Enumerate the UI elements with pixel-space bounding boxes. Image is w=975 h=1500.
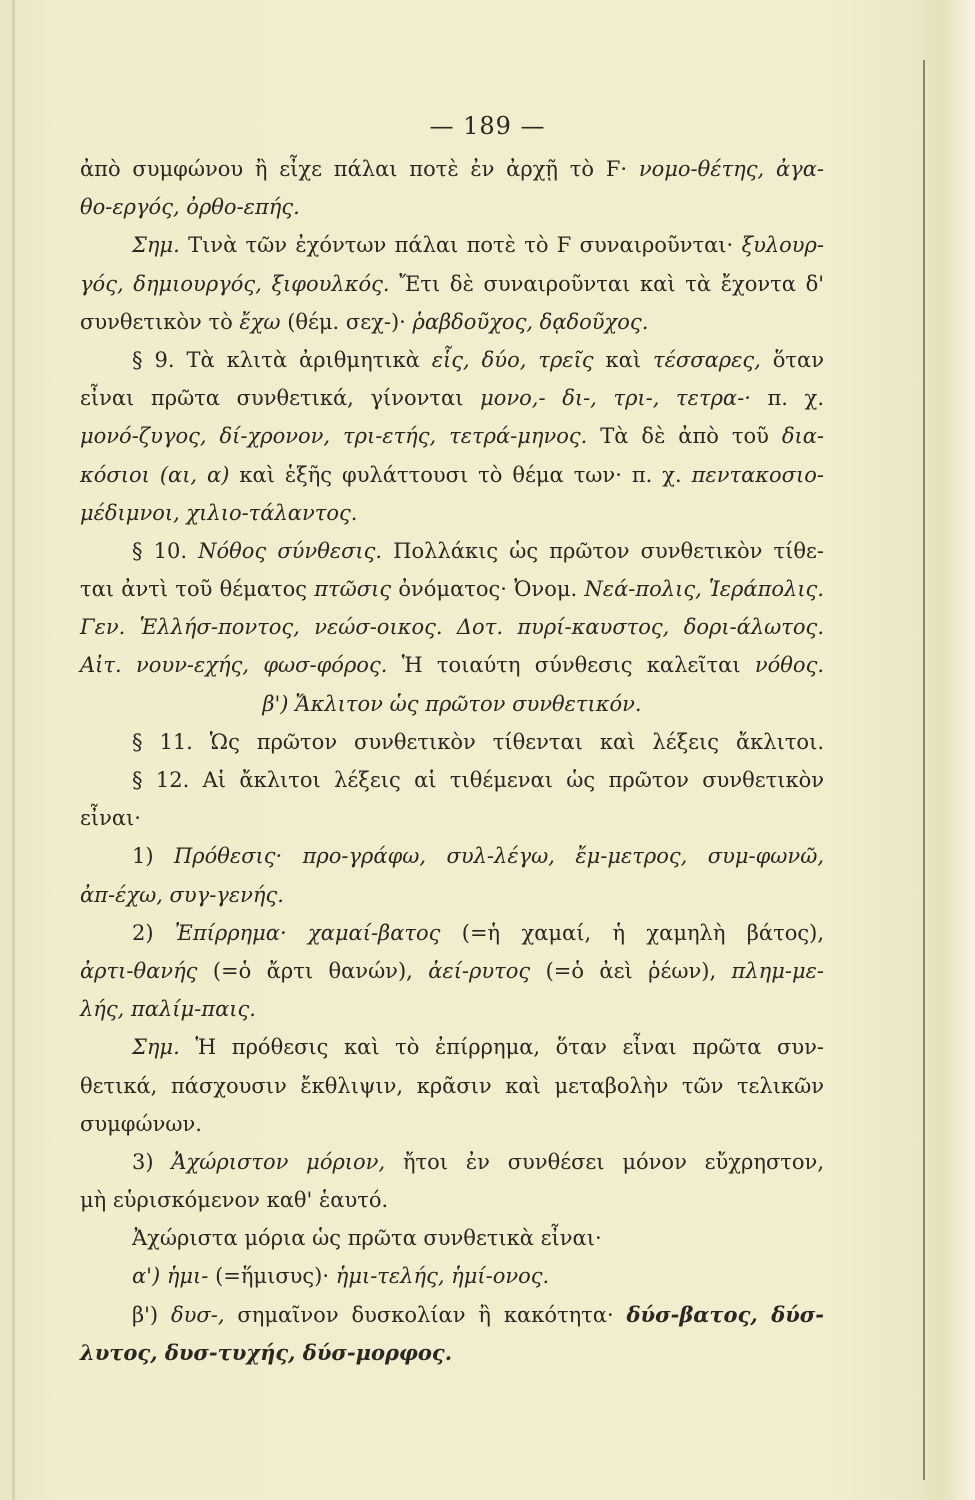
text-run: Αἰτ. νουν-εχής, φωσ-φόρος.: [80, 653, 388, 678]
text-run: § 11. Ὡς πρῶτον συνθετικὸν τίθενται καὶ λέξεις ἄκλιτοι.: [132, 729, 824, 754]
text-run: τέσσαρες,: [653, 347, 761, 372]
text-line-l05: [80, 303, 824, 341]
text-run: πτῶσις: [314, 577, 392, 602]
text-run: (=ἡ χαμαί, ἡ χαμηλὴ βάτος),: [440, 920, 824, 945]
text-run: ἀπ-έχω, συγ-γενής.: [80, 882, 284, 907]
text-run: Σημ.: [132, 233, 180, 258]
text-line-l28: [80, 1181, 824, 1219]
text-run: § 10.: [132, 538, 199, 563]
text-run: εἶναι·: [80, 806, 141, 831]
text-run: θετικά, πάσχουσιν ἔκθλιψιν, κρᾶσιν καὶ μεταβολὴν τῶν τελικῶν: [80, 1073, 824, 1098]
text-run: Ἡ πρόθεσις καὶ τὸ ἐπίρρημα, ὅταν εἶναι πρῶτα συν-: [179, 1035, 824, 1060]
text-line-l31: [80, 1296, 824, 1334]
text-run: ξυλουρ-: [741, 233, 824, 258]
page-right-edge: [920, 0, 975, 1500]
text-run: καὶ: [593, 347, 654, 372]
text-run: Πολλάκις ὡς πρῶτον συνθετικὸν τίθε-: [382, 538, 824, 563]
text-run: Τινὰ τῶν ἐχόντων πάλαι ποτὲ τὸ Ϝ συναιροῦνται·: [179, 233, 742, 258]
text-line-l01: [80, 150, 824, 188]
text-line-l21: [80, 914, 824, 952]
text-run: ἤτοι ἐν συνθέσει μόνον εὔχρηστον,: [385, 1149, 824, 1174]
text-run: κόσιοι (αι, α): [80, 462, 230, 487]
text-line-l26: [80, 1105, 824, 1143]
text-run: β') Ἄκλιτον ὡς πρῶτον συνθετικόν.: [262, 691, 642, 716]
text-run: συνθετικὸν τὸ: [80, 309, 240, 334]
text-run: 3): [132, 1149, 172, 1174]
text-run: πεντακοσιο-: [691, 462, 824, 487]
text-line-l03: [80, 226, 824, 264]
text-run: (=ὁ ἀεὶ ῥέων),: [530, 958, 732, 983]
text-line-l12: [80, 570, 824, 608]
text-line-l15: [80, 685, 824, 723]
text-line-l11: [80, 532, 824, 570]
text-run: ἀεί-ρυτος: [428, 958, 531, 983]
page-number: — 189 —: [429, 112, 546, 140]
text-run: σημαῖνον δυσκολίαν ἢ κακότητα·: [224, 1302, 627, 1327]
text-line-l06: [80, 341, 824, 379]
text-line-l27: [80, 1143, 824, 1181]
text-line-l14: [80, 646, 824, 684]
text-line-l32: [80, 1334, 824, 1372]
text-run: β'): [132, 1302, 172, 1327]
page-left-edge: [12, 0, 15, 1500]
text-run: ἀρτι-θανής: [80, 958, 198, 983]
text-run: Γεν. Ἑλλήσ-ποντος, νεώσ-οικος. Δοτ. πυρί-καυστος, δορι-άλωτος.: [80, 615, 824, 640]
text-line-l24: [80, 1028, 824, 1066]
text-run: ὅταν: [760, 347, 824, 372]
text-run: συμφώνων.: [80, 1111, 202, 1136]
text-run: λής, παλίμ-παις.: [80, 997, 256, 1022]
text-run: νομο-θέτης, ἀγα-: [638, 157, 824, 181]
text-run: πλημ-με-: [731, 958, 824, 983]
text-line-l13: [80, 608, 824, 646]
text-run: Σημ.: [132, 1035, 180, 1060]
text-run: μέδιμνοι, χιλιο-τάλαντος.: [80, 500, 358, 525]
text-line-l07: [80, 379, 824, 417]
text-run: δυσ-,: [171, 1302, 225, 1327]
text-run: ται ἀντὶ τοῦ θέματος: [80, 577, 315, 602]
text-line-l22: [80, 952, 824, 990]
text-run: § 9. Τὰ κλιτὰ ἀριθμητικὰ: [132, 347, 432, 372]
text-run: Τὰ δὲ ἀπὸ τοῦ: [587, 424, 782, 449]
text-line-l09: [80, 456, 824, 494]
text-run: ἔχω: [239, 309, 281, 334]
text-run: λυτος, δυσ-τυχής, δύσ-μορφος.: [80, 1339, 453, 1365]
text-line-l19: [80, 837, 824, 875]
text-run: μονό-ζυγος, δί-χρονον, τρι-ετής, τετρά-μηνος.: [80, 424, 588, 449]
text-run: Ἐπίρρημα· χαμαί-βατος: [174, 920, 441, 945]
text-line-l16: [80, 723, 824, 761]
text-run: Ἔτι δὲ συναιροῦνται καὶ τὰ ἔχοντα δ': [389, 271, 824, 296]
text-run: ἀπὸ συμφώνου ἢ εἶχε πάλαι ποτὲ ἐν ἀρχῇ τὸ Ϝ·: [80, 157, 639, 181]
text-run: α') ἡμι-: [132, 1264, 209, 1289]
text-run: δια-: [781, 424, 824, 449]
text-run: Νεά-πολις, Ἱεράπολις.: [584, 577, 824, 602]
text-run: § 12. Αἱ ἄκλιτοι λέξεις αἱ τιθέμεναι ὡς πρῶτον συνθετικὸν: [132, 768, 824, 792]
text-line-l20: [80, 876, 824, 914]
text-line-l10: [80, 494, 824, 532]
text-run: γός, δημιουργός, ξιφουλκός.: [80, 271, 390, 296]
text-run: μονο,- δι-, τρι-, τετρα-·: [480, 386, 751, 411]
text-run: 1): [132, 844, 174, 869]
text-line-l29: [80, 1219, 824, 1257]
text-run: εἶναι πρῶτα συνθετικά, γίνονται: [80, 386, 481, 411]
text-run: νόθος.: [754, 653, 825, 678]
text-run: ὀνόματος· Ὀνομ.: [391, 577, 585, 602]
text-run: (θέμ. σεχ-)·: [280, 309, 413, 334]
text-line-l23: [80, 990, 824, 1028]
text-run: ἡμι-τελής, ἡμί-ονος.: [335, 1264, 550, 1289]
text-run: καὶ ἑξῆς φυλάττουσι τὸ θέμα των· π. χ.: [229, 462, 692, 487]
text-line-l08: [80, 417, 824, 455]
text-run: Ἀχώριστον μόριον,: [171, 1149, 386, 1174]
text-run: θο-εργός, ὀρθο-επής.: [80, 195, 300, 220]
text-run: μὴ εὑρισκόμενον καθ' ἑαυτό.: [80, 1188, 389, 1213]
text-run: Νόθος σύνθεσις.: [198, 538, 383, 563]
text-run: εἷς, δύο, τρεῖς: [431, 347, 594, 372]
text-run: Πρόθεσις· προ-γράφω, συλ-λέγω, ἔμ-μετρος, συμ-φωνῶ,: [173, 844, 824, 869]
text-line-l02: [80, 188, 824, 226]
text-run: 2): [132, 920, 175, 945]
text-run: (=ἥμισυς)·: [208, 1264, 336, 1289]
text-run: ῥαβδοῦχος, δᾳδοῦχος.: [412, 309, 649, 334]
text-line-l17: [80, 761, 824, 799]
text-run: Ἡ τοιαύτη σύνθεσις καλεῖται: [387, 653, 755, 678]
text-body: [80, 150, 824, 1372]
text-line-l18: [80, 799, 824, 837]
text-run: Ἀχώριστα μόρια ὡς πρῶτα συνθετικὰ εἶναι·: [132, 1226, 602, 1251]
text-line-l25: [80, 1067, 824, 1105]
text-run: (=ὁ ἄρτι θανών),: [197, 958, 429, 983]
text-line-l04: [80, 265, 824, 303]
page-fold-line: [923, 60, 925, 1480]
text-line-l30: [80, 1257, 824, 1295]
text-run: π. χ.: [750, 386, 825, 411]
text-run: δύσ-βατος, δύσ-: [626, 1301, 824, 1327]
